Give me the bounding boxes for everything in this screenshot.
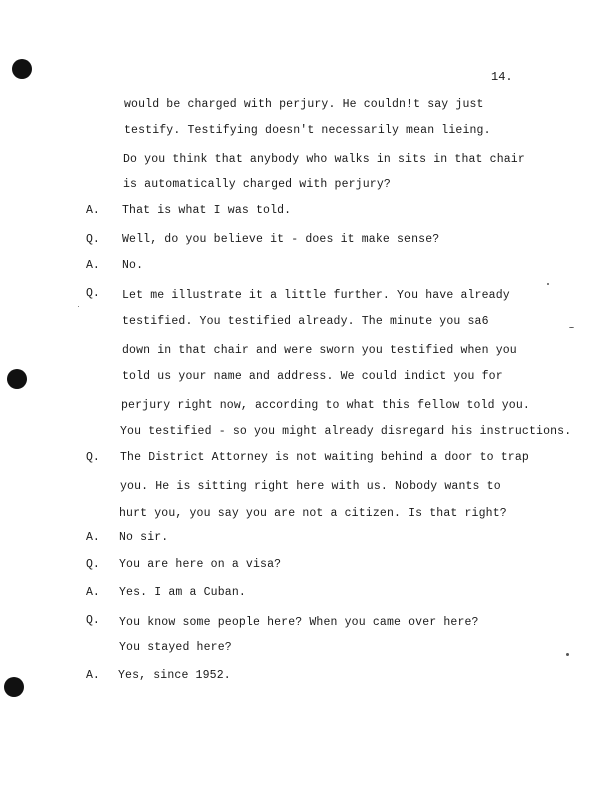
transcript-line: you. He is sitting right here with us. Nobody wants to xyxy=(120,480,501,493)
speaker-label: A. xyxy=(86,259,100,272)
transcript-line: perjury right now, according to what this fellow told you. xyxy=(121,399,530,412)
speaker-label: Q. xyxy=(86,558,100,571)
transcript-line: You testified - so you might already disregard his instructions. xyxy=(120,425,572,438)
transcript-line: testified. You testified already. The minute you sa6 xyxy=(122,315,489,328)
transcript-line: testify. Testifying doesn't necessarily mean lieing. xyxy=(124,124,491,137)
transcript-line: Well, do you believe it - does it make sense? xyxy=(122,233,440,246)
transcript-line: You know some people here? When you came over here? xyxy=(119,616,479,629)
scan-speck xyxy=(569,327,574,328)
transcript-line: Yes, since 1952. xyxy=(118,669,231,682)
scan-speck xyxy=(78,306,79,307)
speaker-label: Q. xyxy=(86,287,100,300)
transcript-line: would be charged with perjury. He couldn!t say just xyxy=(124,98,484,111)
transcript-line: You are here on a visa? xyxy=(119,558,282,571)
transcript-line: Do you think that anybody who walks in sits in that chair xyxy=(123,153,525,166)
transcript-line: Yes. I am a Cuban. xyxy=(119,586,246,599)
transcript-line: is automatically charged with perjury? xyxy=(123,178,391,191)
punch-hole-top xyxy=(12,59,32,79)
transcript-line: No sir. xyxy=(119,531,169,544)
punch-hole-bottom xyxy=(4,677,24,697)
transcript-line: Let me illustrate it a little further. You have already xyxy=(122,289,510,302)
speaker-label: Q. xyxy=(86,451,100,464)
transcript-line: told us your name and address. We could indict you for xyxy=(122,370,503,383)
transcript-line: You stayed here? xyxy=(119,641,232,654)
transcript-line: hurt you, you say you are not a citizen. Is that right? xyxy=(119,507,507,520)
speaker-label: A. xyxy=(86,204,100,217)
speaker-label: Q. xyxy=(86,233,100,246)
scan-speck xyxy=(566,653,569,656)
speaker-label: A. xyxy=(86,586,100,599)
transcript-line: The District Attorney is not waiting behind a door to trap xyxy=(120,451,529,464)
punch-hole-middle xyxy=(7,369,27,389)
speaker-label: A. xyxy=(86,669,100,682)
transcript-line: That is what I was told. xyxy=(122,204,292,217)
speaker-label: A. xyxy=(86,531,100,544)
scan-speck xyxy=(547,283,549,285)
speaker-label: Q. xyxy=(86,614,100,627)
transcript-line: No. xyxy=(122,259,144,272)
transcript-line: down in that chair and were sworn you testified when you xyxy=(122,344,517,357)
page-number: 14. xyxy=(491,70,513,84)
